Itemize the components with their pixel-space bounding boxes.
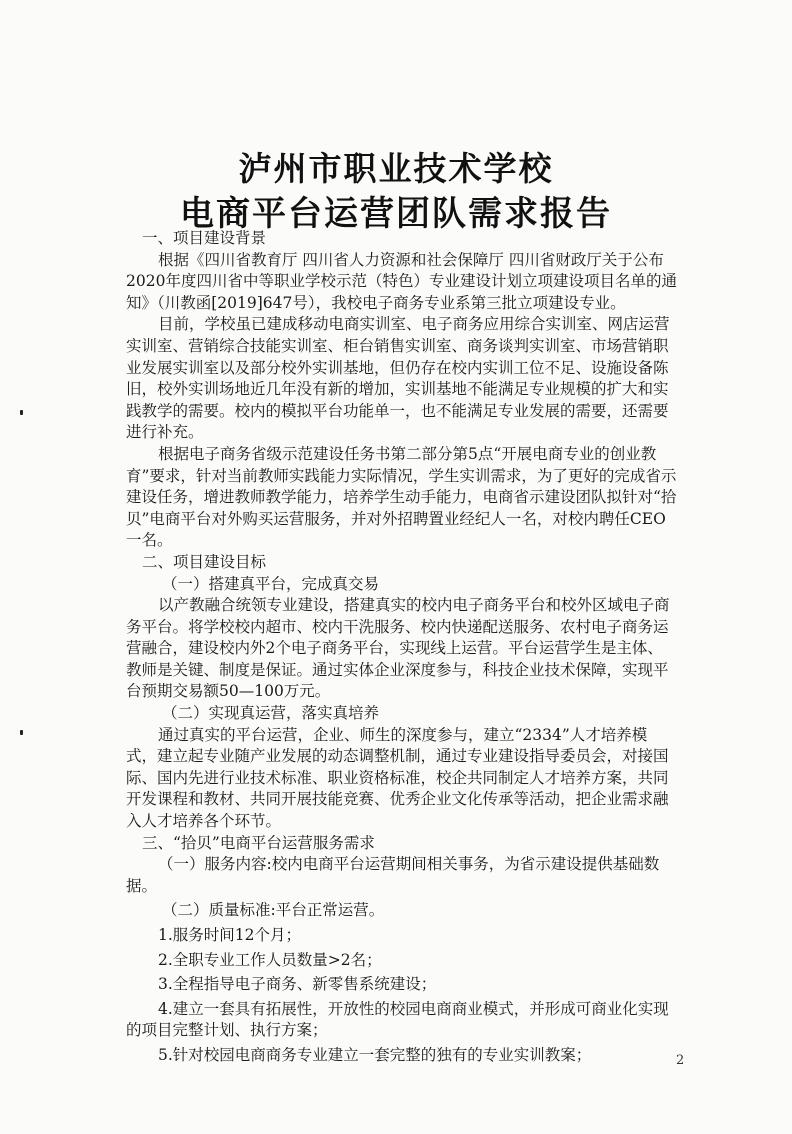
subheading-quality-standard: （二）质量标准:平台正常运营。 <box>162 901 385 920</box>
document-body <box>126 228 678 1067</box>
list-item: 5.针对校园电商商务专业建立一套完整的独有的专业实训教案； <box>158 1045 592 1064</box>
section-heading-service-needs: 三、“拾贝”电商平台运营服务需求 <box>142 833 375 852</box>
subheading-service-content: （一）服务内容:校内电商平台运营期间相关事务，为省示建设提供基础数据。 <box>126 855 660 895</box>
list-item: 2.全职专业工作人员数量>2名； <box>158 950 382 969</box>
paragraph-background-task: 根据电子商务省级示范建设任务书第二部分第5点“开展电商专业的创业教育”要求，针对当前教师实践能力实际情况，学生实训需求，为了更好的完成省示建设任务，增进教师教学能力，培养学生动手能力，电商省示建设团队拟针对“拾贝”电商平台对外购买运营服务，并对外招聘置业经纪人一名，对校内聘任CEO一名。 <box>126 444 677 550</box>
scan-speck <box>20 730 23 735</box>
subheading-real-operation: （二）实现真运营，落实真培养 <box>162 704 380 723</box>
paragraph-real-platform: 以产教融合统领专业建设，搭建真实的校内电子商务平台和校外区域电子商务平台。将学校校内超市、校内干洗服务、校内快递配送服务、农村电子商务运营融合，建设校内外2个电子商务平台，实现线上运营。平台运营学生是主体、教师是关键、制度是保证。通过实体企业深度参与，科技企业技术保障，实现平台预期交易额50—100万元。 <box>126 596 670 701</box>
paragraph-background-notice: 根据《四川省教育厅 四川省人力资源和社会保障厅 四川省财政厅关于公布2020年度四川省中等职业学校示范（特色）专业建设计划立项建设项目名单的通知》（川教函[2019]647号），我校电子商务专业系第三批立项建设专业。 <box>126 250 677 312</box>
section-heading-background: 一、项目建设背景 <box>142 229 267 247</box>
list-item: 3.全程指导电子商务、新零售系统建设； <box>158 975 437 994</box>
subheading-real-platform: （一）搭建真平台，完成真交易 <box>162 574 380 593</box>
list-item: 4.建立一套具有拓展性，开放性的校园电商商业模式，并形成可商业化实现的项目完整计划、执行方案； <box>126 999 669 1040</box>
document-title-report: 电商平台运营团队需求报告 <box>180 194 612 234</box>
document-title-school: 泸州市职业技术学校 <box>238 149 554 188</box>
page-number: 2 <box>676 1053 685 1068</box>
paragraph-real-operation: 通过真实的平台运营，企业、师生的深度参与，建立“2334”人才培养模式，建立起专业随产业发展的动态调整机制，通过专业建设指导委员会，对接国际、国内先进行业技术标准、职业资格标准，校企共同制定人才培养方案，共同开发课程和教材、共同开展技能竞赛、优秀企业文化传承等活动，把企业需求融入人才培养各个环节。 <box>126 725 669 831</box>
scan-speck <box>20 410 23 415</box>
list-item: 1.服务时间12个月； <box>158 926 302 944</box>
paragraph-background-status: 目前，学校虽已建成移动电商实训室、电子商务应用综合实训室、网店运营实训室、营销综合技能实训室、柜台销售实训室、商务谈判实训室、市场营销职业发展实训室以及部分校外实训基地，但仍存在校内实训工位不足、设施设备陈旧，校外实训场地近几年没有新的增加，实训基地不能满足专业规模的扩大和实践教学的需要。校内的模拟平台功能单一，也不能满足专业发展的需要，还需要进行补充。 <box>126 315 670 442</box>
section-heading-goals: 二、项目建设目标 <box>142 552 267 571</box>
